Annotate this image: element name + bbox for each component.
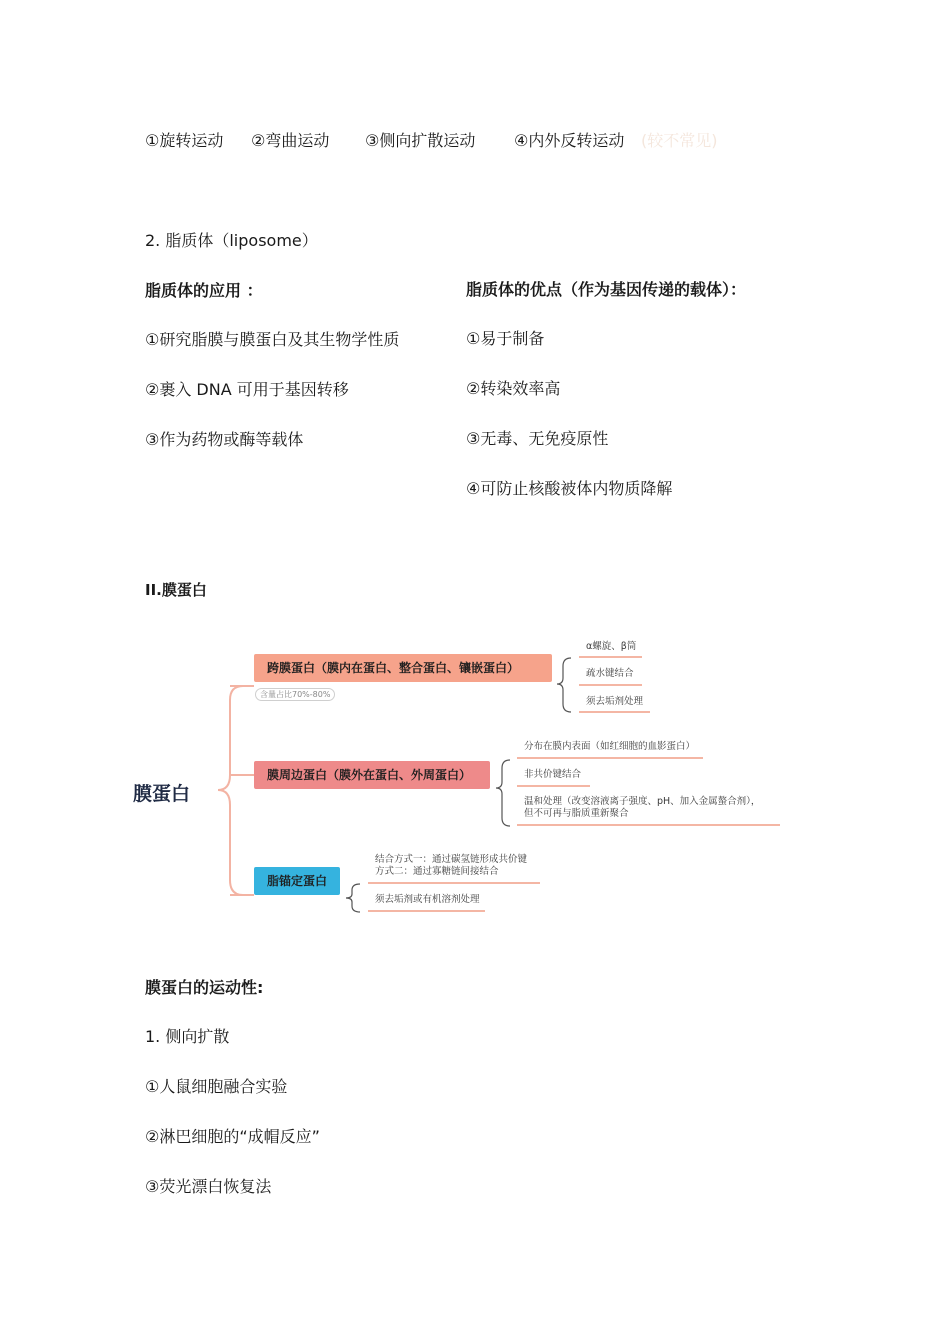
mindmap-leaf: 分布在膜内表面（如红细胞的血影蛋白） [524,741,696,752]
protein-motion-item: ①人鼠细胞融合实验 [145,1077,288,1096]
mindmap-leaf: 疏水键结合 [586,668,634,679]
liposome-application-title: 脂质体的应用 ： [145,281,263,300]
mindmap-branch-transmembrane: 跨膜蛋白（膜内在蛋白、整合蛋白、镶嵌蛋白） [254,654,552,682]
section-title-membrane-protein: II.膜蛋白 [145,581,207,599]
liposome-heading: 2. 脂质体（liposome） [145,231,318,250]
protein-motion-item: ③荧光漂白恢复法 [145,1177,272,1196]
advantage-item: ①易于制备 [466,329,545,348]
mindmap-leaf: 结合方式一：通过碳氢链形成共价键 [375,854,528,865]
advantage-item: ④可防止核酸被体内物质降解 [466,479,673,498]
motion-type-flip-flop: ④内外反转运动 [514,131,625,150]
mindmap-content-tag: 含量占比70%-80% [255,688,335,701]
mindmap-leaf: 方式二：通过寡糖链间接结合 [375,866,499,877]
mindmap-leaf: α螺旋、β筒 [586,641,637,652]
advantage-item: ③无毒、无免疫原性 [466,429,609,448]
protein-motion-item: ②淋巴细胞的“成帽反应” [145,1127,320,1146]
advantage-item: ②转染效率高 [466,379,561,398]
protein-motion-title: 膜蛋白的运动性: [145,978,264,997]
protein-motion-subheading: 1. 侧向扩散 [145,1027,230,1046]
mindmap-branch-lipid-anchored: 脂锚定蛋白 [254,867,340,895]
mindmap-branch-peripheral: 膜周边蛋白（膜外在蛋白、外周蛋白） [254,761,490,789]
motion-type-note: (较不常见) [641,131,718,150]
application-item: ②裹入 DNA 可用于基因转移 [145,380,349,399]
mindmap-root: 膜蛋白 [133,783,191,805]
motion-type-lateral-diffusion: ③侧向扩散运动 [365,131,476,150]
motion-type-bending: ②弯曲运动 [251,131,330,150]
liposome-advantages-title: 脂质体的优点（作为基因传递的载体）： [466,280,747,299]
mindmap-leaf: 但不可再与脂质重新聚合 [524,808,629,819]
mindmap-leaf: 须去垢剂处理 [586,696,644,707]
motion-type-rotation: ①旋转运动 [145,131,224,150]
mindmap-leaf: 非共价键结合 [524,769,582,780]
mindmap-leaf: 须去垢剂或有机溶剂处理 [375,894,480,905]
application-item: ③作为药物或酶等载体 [145,430,304,449]
mindmap-leaf: 温和处理（改变溶液离子强度、pH、加入金属螯合剂）， [524,796,761,807]
application-item: ①研究脂膜与膜蛋白及其生物学性质 [145,330,400,349]
